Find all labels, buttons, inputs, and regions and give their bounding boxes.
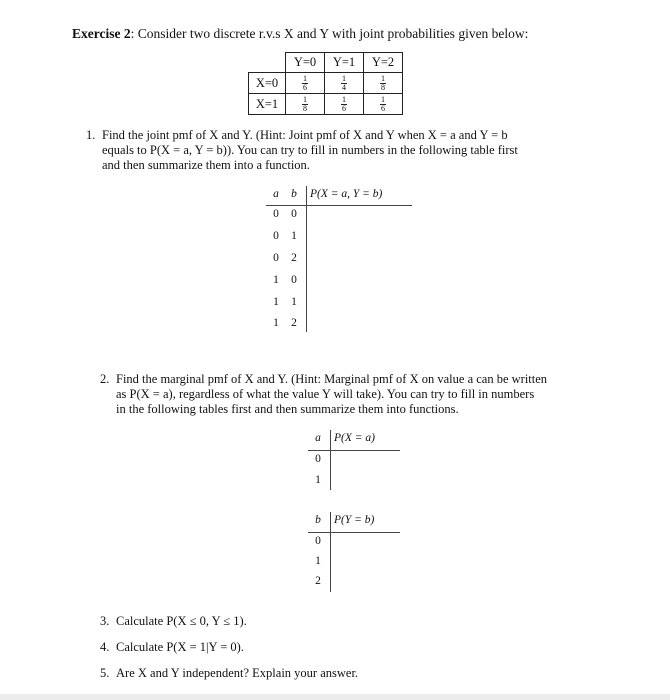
joint-table-row xyxy=(249,94,403,115)
question-4-text: Calculate P(X = 1|Y = 0). xyxy=(116,640,244,654)
table-cell: 0 xyxy=(315,453,321,465)
column-divider xyxy=(330,512,331,592)
question-1 xyxy=(86,128,606,173)
table-cell: 1 xyxy=(273,274,279,286)
exercise-heading xyxy=(72,26,528,42)
table-cell: 0 xyxy=(291,274,297,286)
header-divider xyxy=(308,450,400,451)
question-1-line: equals to P(X = a, Y = b)). You can try to fill in numbers in the following table first xyxy=(102,143,518,157)
page-bottom-band xyxy=(0,694,670,700)
joint-probability-table xyxy=(248,52,403,115)
question-2-line: as P(X = a), regardless of what the value Y will take). You can try to fill in numbers xyxy=(116,387,535,401)
prob-cell xyxy=(325,94,364,115)
prob-cell xyxy=(364,94,403,115)
question-1-line: and then summarize them into a function. xyxy=(102,158,310,172)
marginal-y-table xyxy=(308,512,400,592)
question-2 xyxy=(100,372,600,417)
table-cell: 1 xyxy=(291,230,297,242)
table-cell: 2 xyxy=(291,252,297,264)
question-number: 3. xyxy=(100,614,110,628)
column-divider xyxy=(306,186,307,332)
fraction: $\frac{1}{6}$ xyxy=(342,94,346,113)
table-cell: 0 xyxy=(315,535,321,547)
exercise-label: Exercise 2 xyxy=(72,26,131,41)
table-cell: 1 xyxy=(315,555,321,567)
joint-table-corner xyxy=(249,53,286,73)
fraction: $\frac{1}{4}$ xyxy=(342,73,346,92)
table-cell: 0 xyxy=(273,252,279,264)
prob-cell xyxy=(286,94,325,115)
exercise-text: : Consider two discrete r.v.s X and Y with joint probabilities given below: xyxy=(130,26,529,41)
table-cell: 1 xyxy=(273,317,279,329)
row-header-x1: X=1 xyxy=(249,94,286,115)
table-cell: 1 xyxy=(273,296,279,308)
question-3 xyxy=(100,614,600,629)
question-2-line: in the following tables first and then summarize them into functions. xyxy=(116,402,459,416)
prob-cell xyxy=(364,73,403,94)
marginal-x-table xyxy=(308,430,400,490)
table-cell: 0 xyxy=(273,208,279,220)
table-header-b: b xyxy=(291,188,297,200)
question-number: 1. xyxy=(86,128,96,142)
prob-cell xyxy=(286,73,325,94)
question-number: 2. xyxy=(100,372,110,386)
header-divider xyxy=(308,532,400,533)
table-cell: 0 xyxy=(291,208,297,220)
question-2-line: Find the marginal pmf of X and Y. (Hint: Marginal pmf of X on value a can be written xyxy=(116,372,548,386)
col-header-y0: Y=0 xyxy=(286,53,325,73)
question-number: 5. xyxy=(100,666,110,680)
table-cell: 2 xyxy=(315,575,321,587)
table-header-a: a xyxy=(315,432,321,444)
question-number: 4. xyxy=(100,640,110,654)
table-cell: 1 xyxy=(291,296,297,308)
col-header-y2: Y=2 xyxy=(364,53,403,73)
table-cell: 0 xyxy=(273,230,279,242)
fraction: $\frac{1}{6}$ xyxy=(303,73,307,92)
fraction: $\frac{1}{8}$ xyxy=(303,94,307,113)
header-divider xyxy=(266,205,412,206)
fraction: $\frac{1}{8}$ xyxy=(381,73,385,92)
joint-table-row xyxy=(249,73,403,94)
table-header-b: b xyxy=(315,514,321,526)
question-5 xyxy=(100,666,600,681)
prob-cell xyxy=(325,73,364,94)
joint-pmf-table xyxy=(262,186,412,336)
fraction: $\frac{1}{6}$ xyxy=(381,94,385,113)
question-5-text: Are X and Y independent? Explain your answer. xyxy=(116,666,359,680)
table-cell: 1 xyxy=(315,474,321,486)
table-header-a: a xyxy=(273,188,279,200)
row-header-x0: X=0 xyxy=(249,73,286,94)
table-cell: 2 xyxy=(291,317,297,329)
col-header-y1: Y=1 xyxy=(325,53,364,73)
table-header-px: P(X = a) xyxy=(334,432,375,444)
question-1-line: Find the joint pmf of X and Y. (Hint: Joint pmf of X and Y when X = a and Y = b xyxy=(102,128,508,142)
joint-table-header-row xyxy=(249,53,403,73)
table-header-prob: P(X = a, Y = b) xyxy=(310,188,383,200)
question-4 xyxy=(100,640,600,655)
column-divider xyxy=(330,430,331,490)
question-3-text: Calculate P(X ≤ 0, Y ≤ 1). xyxy=(116,614,247,628)
table-header-py: P(Y = b) xyxy=(334,514,375,526)
